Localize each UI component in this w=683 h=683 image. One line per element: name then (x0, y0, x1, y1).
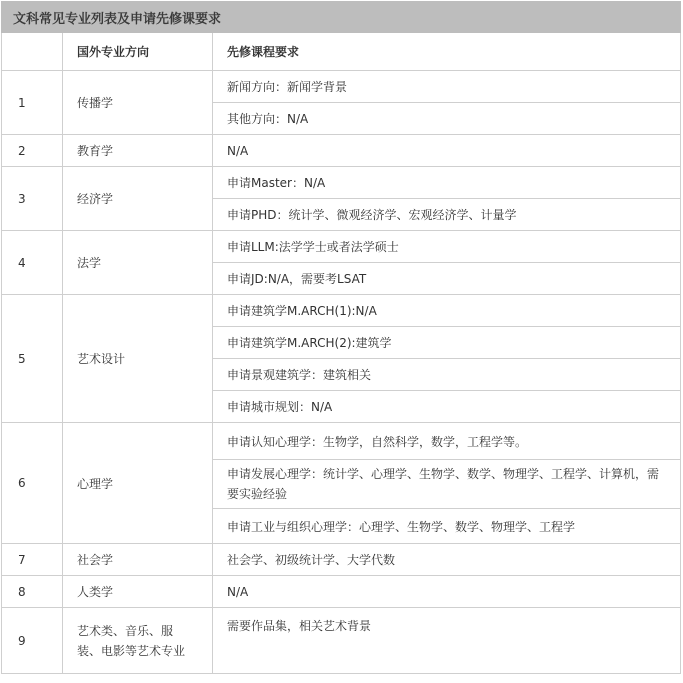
table-row (2, 295, 681, 327)
row-requirement: 申请发展心理学：统计学、心理学、生物学、数学、物理学、工程学、计算机，需要实验经验 (213, 460, 681, 509)
table-row (2, 71, 681, 103)
row-requirement: 需要作品集，相关艺术背景 (213, 608, 681, 674)
table-row (2, 135, 681, 167)
header-requirements: 先修课程要求 (213, 33, 681, 71)
row-major: 艺术类、音乐、服装、电影等艺术专业 (63, 608, 213, 674)
table-row (2, 544, 681, 576)
table-row (2, 167, 681, 199)
row-major: 艺术设计 (63, 295, 213, 423)
row-requirement: 新闻方向：新闻学背景 (213, 71, 681, 103)
row-major: 传播学 (63, 71, 213, 135)
table-row (2, 231, 681, 263)
table-row (2, 608, 681, 674)
row-requirement: 申请Master：N/A (213, 167, 681, 199)
header-major: 国外专业方向 (63, 33, 213, 71)
row-major: 经济学 (63, 167, 213, 231)
row-requirement: 申请认知心理学：生物学，自然科学，数学，工程学等。 (213, 423, 681, 460)
row-requirement: 申请建筑学M.ARCH(1):N/A (213, 295, 681, 327)
row-number: 1 (2, 71, 63, 135)
row-requirement: 申请JD:N/A，需要考LSAT (213, 263, 681, 295)
row-requirement: 申请PHD：统计学、微观经济学、宏观经济学、计量学 (213, 199, 681, 231)
table-header-row (2, 33, 681, 71)
row-number: 3 (2, 167, 63, 231)
row-requirement: N/A (213, 576, 681, 608)
row-number: 8 (2, 576, 63, 608)
row-requirement: 申请景观建筑学：建筑相关 (213, 359, 681, 391)
row-requirement: 申请城市规划：N/A (213, 391, 681, 423)
table-title: 文科常见专业列表及申请先修课要求 (2, 2, 681, 33)
row-number: 9 (2, 608, 63, 674)
row-major: 心理学 (63, 423, 213, 544)
course-table (1, 1, 681, 674)
row-requirement: 申请工业与组织心理学：心理学、生物学、数学、物理学、工程学 (213, 509, 681, 544)
table-row (2, 576, 681, 608)
row-requirement: 申请LLM:法学学士或者法学硕士 (213, 231, 681, 263)
row-major: 人类学 (63, 576, 213, 608)
row-major: 法学 (63, 231, 213, 295)
row-number: 4 (2, 231, 63, 295)
row-requirement: N/A (213, 135, 681, 167)
row-number: 6 (2, 423, 63, 544)
row-major: 教育学 (63, 135, 213, 167)
row-number: 2 (2, 135, 63, 167)
row-number: 5 (2, 295, 63, 423)
table-title-row (2, 2, 681, 33)
course-table-container (1, 1, 681, 681)
row-major: 社会学 (63, 544, 213, 576)
row-requirement: 申请建筑学M.ARCH(2):建筑学 (213, 327, 681, 359)
header-num (2, 33, 63, 71)
row-requirement: 其他方向：N/A (213, 103, 681, 135)
row-number: 7 (2, 544, 63, 576)
table-row (2, 423, 681, 460)
row-requirement: 社会学、初级统计学、大学代数 (213, 544, 681, 576)
